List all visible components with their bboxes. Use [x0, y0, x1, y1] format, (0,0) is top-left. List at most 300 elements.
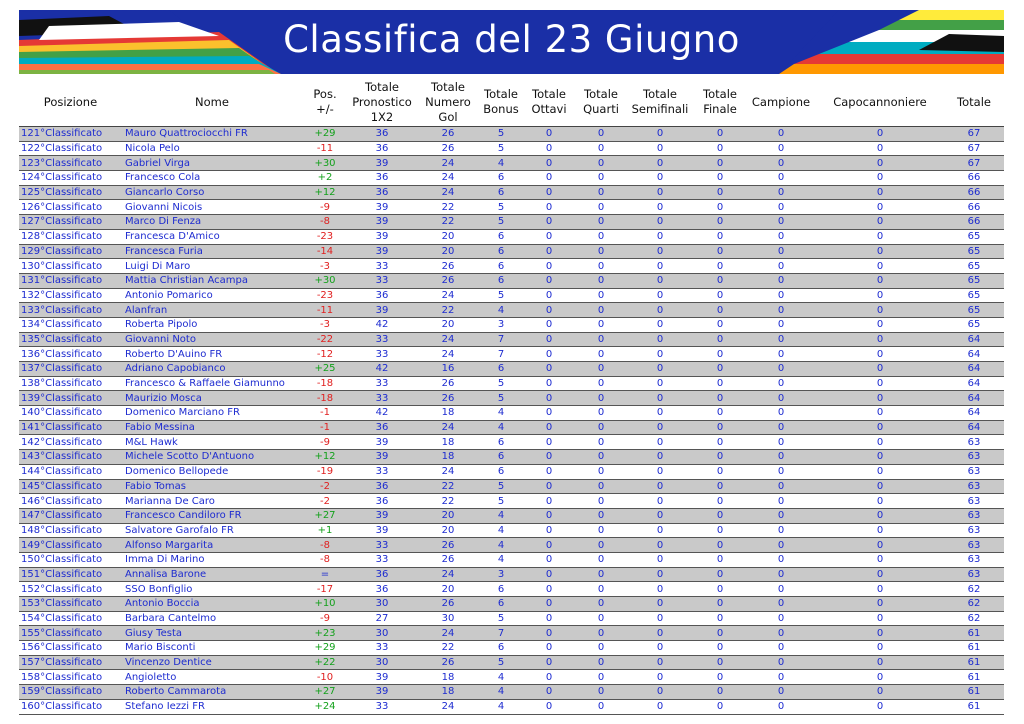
- delta-cell: -17: [302, 582, 348, 597]
- name-cell: Mattia Christian Acampa: [122, 273, 302, 288]
- position-cell: 122°Classificato: [19, 141, 122, 156]
- finale-cell: 0: [694, 508, 746, 523]
- finale-cell: 0: [694, 420, 746, 435]
- finale-cell: 0: [694, 171, 746, 186]
- totale-cell: 63: [944, 508, 1004, 523]
- campione-cell: 0: [746, 185, 816, 200]
- table-row: [19, 538, 1004, 553]
- table-row: [19, 406, 1004, 421]
- position-cell: 159°Classificato: [19, 685, 122, 700]
- ottavi-cell: 0: [522, 406, 576, 421]
- position-cell: 136°Classificato: [19, 347, 122, 362]
- quarti-cell: 0: [576, 362, 626, 377]
- name-cell: Luigi Di Maro: [122, 259, 302, 274]
- finale-cell: 0: [694, 626, 746, 641]
- ottavi-cell: 0: [522, 611, 576, 626]
- table-row: [19, 420, 1004, 435]
- bonus-cell: 4: [480, 303, 522, 318]
- delta-cell: -3: [302, 317, 348, 332]
- finale-cell: 0: [694, 685, 746, 700]
- pronostico-cell: 39: [348, 435, 416, 450]
- name-cell: SSO Bonfiglio: [122, 582, 302, 597]
- campione-cell: 0: [746, 244, 816, 259]
- quarti-cell: 0: [576, 288, 626, 303]
- totale-cell: 64: [944, 347, 1004, 362]
- pronostico-cell: 33: [348, 391, 416, 406]
- bonus-cell: 5: [480, 215, 522, 230]
- delta-cell: +22: [302, 655, 348, 670]
- finale-cell: 0: [694, 597, 746, 612]
- campione-cell: 0: [746, 420, 816, 435]
- totale-cell: 63: [944, 552, 1004, 567]
- delta-cell: -2: [302, 479, 348, 494]
- quarti-cell: 0: [576, 141, 626, 156]
- campione-cell: 0: [746, 171, 816, 186]
- capocannoniere-cell: 0: [816, 376, 944, 391]
- ottavi-cell: 0: [522, 273, 576, 288]
- table-row: [19, 670, 1004, 685]
- position-cell: 142°Classificato: [19, 435, 122, 450]
- ottavi-cell: 0: [522, 200, 576, 215]
- quarti-cell: 0: [576, 523, 626, 538]
- delta-cell: -9: [302, 200, 348, 215]
- bonus-cell: 4: [480, 406, 522, 421]
- delta-cell: -8: [302, 538, 348, 553]
- name-cell: Maurizio Mosca: [122, 391, 302, 406]
- col-header-bonus: Totale Bonus: [480, 78, 522, 127]
- pronostico-cell: 36: [348, 479, 416, 494]
- quarti-cell: 0: [576, 376, 626, 391]
- finale-cell: 0: [694, 391, 746, 406]
- gol-cell: 22: [416, 479, 480, 494]
- delta-cell: -8: [302, 215, 348, 230]
- campione-cell: 0: [746, 303, 816, 318]
- pronostico-cell: 33: [348, 347, 416, 362]
- totale-cell: 65: [944, 317, 1004, 332]
- delta-cell: +29: [302, 641, 348, 656]
- totale-cell: 64: [944, 391, 1004, 406]
- pronostico-cell: 33: [348, 699, 416, 714]
- capocannoniere-cell: 0: [816, 420, 944, 435]
- capocannoniere-cell: 0: [816, 362, 944, 377]
- ottavi-cell: 0: [522, 464, 576, 479]
- delta-cell: +12: [302, 185, 348, 200]
- finale-cell: 0: [694, 332, 746, 347]
- quarti-cell: 0: [576, 685, 626, 700]
- pronostico-cell: 33: [348, 538, 416, 553]
- totale-cell: 62: [944, 611, 1004, 626]
- pronostico-cell: 42: [348, 317, 416, 332]
- ottavi-cell: 0: [522, 670, 576, 685]
- finale-cell: 0: [694, 567, 746, 582]
- col-header-quarti: Totale Quarti: [576, 78, 626, 127]
- ottavi-cell: 0: [522, 185, 576, 200]
- finale-cell: 0: [694, 273, 746, 288]
- finale-cell: 0: [694, 127, 746, 142]
- semifinali-cell: 0: [626, 362, 694, 377]
- delta-cell: -9: [302, 435, 348, 450]
- ottavi-cell: 0: [522, 641, 576, 656]
- table-row: [19, 641, 1004, 656]
- finale-cell: 0: [694, 200, 746, 215]
- delta-cell: +27: [302, 508, 348, 523]
- position-cell: 137°Classificato: [19, 362, 122, 377]
- capocannoniere-cell: 0: [816, 317, 944, 332]
- finale-cell: 0: [694, 641, 746, 656]
- ottavi-cell: 0: [522, 582, 576, 597]
- finale-cell: 0: [694, 479, 746, 494]
- position-cell: 158°Classificato: [19, 670, 122, 685]
- position-cell: 160°Classificato: [19, 699, 122, 714]
- capocannoniere-cell: 0: [816, 508, 944, 523]
- gol-cell: 24: [416, 699, 480, 714]
- pronostico-cell: 39: [348, 244, 416, 259]
- quarti-cell: 0: [576, 391, 626, 406]
- capocannoniere-cell: 0: [816, 215, 944, 230]
- quarti-cell: 0: [576, 597, 626, 612]
- bonus-cell: 5: [480, 127, 522, 142]
- semifinali-cell: 0: [626, 435, 694, 450]
- totale-cell: 64: [944, 406, 1004, 421]
- totale-cell: 61: [944, 685, 1004, 700]
- name-cell: Adriano Capobianco: [122, 362, 302, 377]
- semifinali-cell: 0: [626, 332, 694, 347]
- capocannoniere-cell: 0: [816, 494, 944, 509]
- semifinali-cell: 0: [626, 479, 694, 494]
- semifinali-cell: 0: [626, 229, 694, 244]
- totale-cell: 67: [944, 156, 1004, 171]
- quarti-cell: 0: [576, 127, 626, 142]
- position-cell: 127°Classificato: [19, 215, 122, 230]
- bonus-cell: 6: [480, 362, 522, 377]
- quarti-cell: 0: [576, 273, 626, 288]
- semifinali-cell: 0: [626, 127, 694, 142]
- gol-cell: 24: [416, 288, 480, 303]
- ottavi-cell: 0: [522, 479, 576, 494]
- ottavi-cell: 0: [522, 303, 576, 318]
- totale-cell: 65: [944, 229, 1004, 244]
- campione-cell: 0: [746, 582, 816, 597]
- name-cell: Giusy Testa: [122, 626, 302, 641]
- name-cell: Salvatore Garofalo FR: [122, 523, 302, 538]
- finale-cell: 0: [694, 303, 746, 318]
- position-cell: 138°Classificato: [19, 376, 122, 391]
- finale-cell: 0: [694, 362, 746, 377]
- table-row: [19, 699, 1004, 714]
- col-header-totale: Totale: [944, 78, 1004, 127]
- delta-cell: -2: [302, 494, 348, 509]
- position-cell: 124°Classificato: [19, 171, 122, 186]
- semifinali-cell: 0: [626, 582, 694, 597]
- finale-cell: 0: [694, 435, 746, 450]
- delta-cell: -12: [302, 347, 348, 362]
- gol-cell: 22: [416, 494, 480, 509]
- bonus-cell: 4: [480, 523, 522, 538]
- standings-body: [19, 127, 1004, 715]
- gol-cell: 20: [416, 244, 480, 259]
- ottavi-cell: 0: [522, 538, 576, 553]
- position-cell: 149°Classificato: [19, 538, 122, 553]
- col-header-ottavi: Totale Ottavi: [522, 78, 576, 127]
- gol-cell: 22: [416, 200, 480, 215]
- position-cell: 130°Classificato: [19, 259, 122, 274]
- position-cell: 155°Classificato: [19, 626, 122, 641]
- finale-cell: 0: [694, 141, 746, 156]
- pronostico-cell: 39: [348, 523, 416, 538]
- gol-cell: 18: [416, 685, 480, 700]
- quarti-cell: 0: [576, 244, 626, 259]
- position-cell: 153°Classificato: [19, 597, 122, 612]
- ottavi-cell: 0: [522, 508, 576, 523]
- semifinali-cell: 0: [626, 655, 694, 670]
- ottavi-cell: 0: [522, 567, 576, 582]
- table-row: [19, 317, 1004, 332]
- page-title: Classifica del 23 Giugno: [283, 18, 740, 61]
- name-cell: Vincenzo Dentice: [122, 655, 302, 670]
- semifinali-cell: 0: [626, 494, 694, 509]
- pronostico-cell: 33: [348, 259, 416, 274]
- totale-cell: 62: [944, 597, 1004, 612]
- pronostico-cell: 39: [348, 156, 416, 171]
- totale-cell: 66: [944, 215, 1004, 230]
- gol-cell: 24: [416, 185, 480, 200]
- campione-cell: 0: [746, 288, 816, 303]
- semifinali-cell: 0: [626, 685, 694, 700]
- name-cell: Fabio Tomas: [122, 479, 302, 494]
- bonus-cell: 6: [480, 244, 522, 259]
- bonus-cell: 6: [480, 582, 522, 597]
- totale-cell: 65: [944, 288, 1004, 303]
- bonus-cell: 4: [480, 156, 522, 171]
- table-row: [19, 347, 1004, 362]
- quarti-cell: 0: [576, 171, 626, 186]
- bonus-cell: 7: [480, 332, 522, 347]
- finale-cell: 0: [694, 347, 746, 362]
- quarti-cell: 0: [576, 582, 626, 597]
- table-row: [19, 171, 1004, 186]
- bonus-cell: 5: [480, 479, 522, 494]
- delta-cell: +30: [302, 156, 348, 171]
- quarti-cell: 0: [576, 317, 626, 332]
- pronostico-cell: 36: [348, 185, 416, 200]
- pronostico-cell: 39: [348, 508, 416, 523]
- campione-cell: 0: [746, 538, 816, 553]
- pronostico-cell: 36: [348, 141, 416, 156]
- name-cell: Angioletto: [122, 670, 302, 685]
- delta-cell: -14: [302, 244, 348, 259]
- campione-cell: 0: [746, 464, 816, 479]
- campione-cell: 0: [746, 552, 816, 567]
- semifinali-cell: 0: [626, 376, 694, 391]
- campione-cell: 0: [746, 362, 816, 377]
- ottavi-cell: 0: [522, 244, 576, 259]
- delta-cell: +1: [302, 523, 348, 538]
- gol-cell: 26: [416, 552, 480, 567]
- quarti-cell: 0: [576, 494, 626, 509]
- gol-cell: 20: [416, 523, 480, 538]
- col-header-capocannoniere: Capocannoniere: [816, 78, 944, 127]
- semifinali-cell: 0: [626, 171, 694, 186]
- ottavi-cell: 0: [522, 523, 576, 538]
- totale-cell: 61: [944, 670, 1004, 685]
- ottavi-cell: 0: [522, 141, 576, 156]
- quarti-cell: 0: [576, 200, 626, 215]
- delta-cell: -18: [302, 376, 348, 391]
- delta-cell: -19: [302, 464, 348, 479]
- quarti-cell: 0: [576, 215, 626, 230]
- semifinali-cell: 0: [626, 597, 694, 612]
- gol-cell: 22: [416, 215, 480, 230]
- ottavi-cell: 0: [522, 685, 576, 700]
- capocannoniere-cell: 0: [816, 229, 944, 244]
- bonus-cell: 6: [480, 259, 522, 274]
- gol-cell: 20: [416, 317, 480, 332]
- table-row: [19, 215, 1004, 230]
- pronostico-cell: 30: [348, 626, 416, 641]
- campione-cell: 0: [746, 406, 816, 421]
- delta-cell: =: [302, 567, 348, 582]
- quarti-cell: 0: [576, 450, 626, 465]
- capocannoniere-cell: 0: [816, 288, 944, 303]
- delta-cell: -10: [302, 670, 348, 685]
- totale-cell: 65: [944, 259, 1004, 274]
- table-row: [19, 494, 1004, 509]
- name-cell: Gabriel Virga: [122, 156, 302, 171]
- bonus-cell: 6: [480, 464, 522, 479]
- ottavi-cell: 0: [522, 450, 576, 465]
- totale-cell: 64: [944, 420, 1004, 435]
- gol-cell: 26: [416, 376, 480, 391]
- delta-cell: -1: [302, 420, 348, 435]
- position-cell: 147°Classificato: [19, 508, 122, 523]
- bonus-cell: 5: [480, 288, 522, 303]
- delta-cell: -9: [302, 611, 348, 626]
- totale-cell: 62: [944, 582, 1004, 597]
- delta-cell: -22: [302, 332, 348, 347]
- gol-cell: 30: [416, 611, 480, 626]
- gol-cell: 26: [416, 127, 480, 142]
- quarti-cell: 0: [576, 552, 626, 567]
- bonus-cell: 5: [480, 391, 522, 406]
- position-cell: 135°Classificato: [19, 332, 122, 347]
- semifinali-cell: 0: [626, 244, 694, 259]
- pronostico-cell: 39: [348, 215, 416, 230]
- campione-cell: 0: [746, 317, 816, 332]
- campione-cell: 0: [746, 435, 816, 450]
- name-cell: M&L Hawk: [122, 435, 302, 450]
- bonus-cell: 3: [480, 567, 522, 582]
- quarti-cell: 0: [576, 626, 626, 641]
- ottavi-cell: 0: [522, 420, 576, 435]
- quarti-cell: 0: [576, 567, 626, 582]
- ottavi-cell: 0: [522, 391, 576, 406]
- quarti-cell: 0: [576, 641, 626, 656]
- capocannoniere-cell: 0: [816, 435, 944, 450]
- quarti-cell: 0: [576, 464, 626, 479]
- col-header-pos-delta: Pos. +/-: [302, 78, 348, 127]
- bonus-cell: 5: [480, 655, 522, 670]
- finale-cell: 0: [694, 244, 746, 259]
- capocannoniere-cell: 0: [816, 156, 944, 171]
- bonus-cell: 4: [480, 670, 522, 685]
- capocannoniere-cell: 0: [816, 655, 944, 670]
- quarti-cell: 0: [576, 406, 626, 421]
- delta-cell: +12: [302, 450, 348, 465]
- gol-cell: 26: [416, 597, 480, 612]
- totale-cell: 66: [944, 171, 1004, 186]
- capocannoniere-cell: 0: [816, 303, 944, 318]
- capocannoniere-cell: 0: [816, 611, 944, 626]
- position-cell: 151°Classificato: [19, 567, 122, 582]
- table-row: [19, 156, 1004, 171]
- delta-cell: +27: [302, 685, 348, 700]
- finale-cell: 0: [694, 464, 746, 479]
- position-cell: 125°Classificato: [19, 185, 122, 200]
- finale-cell: 0: [694, 229, 746, 244]
- pronostico-cell: 36: [348, 494, 416, 509]
- campione-cell: 0: [746, 523, 816, 538]
- semifinali-cell: 0: [626, 626, 694, 641]
- position-cell: 131°Classificato: [19, 273, 122, 288]
- name-cell: Francesca D'Amico: [122, 229, 302, 244]
- pronostico-cell: 39: [348, 685, 416, 700]
- pronostico-cell: 36: [348, 171, 416, 186]
- bonus-cell: 4: [480, 538, 522, 553]
- bonus-cell: 5: [480, 494, 522, 509]
- position-cell: 129°Classificato: [19, 244, 122, 259]
- position-cell: 150°Classificato: [19, 552, 122, 567]
- totale-cell: 63: [944, 479, 1004, 494]
- name-cell: Francesca Furia: [122, 244, 302, 259]
- quarti-cell: 0: [576, 611, 626, 626]
- bonus-cell: 5: [480, 611, 522, 626]
- capocannoniere-cell: 0: [816, 347, 944, 362]
- campione-cell: 0: [746, 156, 816, 171]
- quarti-cell: 0: [576, 420, 626, 435]
- pronostico-cell: 36: [348, 567, 416, 582]
- capocannoniere-cell: 0: [816, 685, 944, 700]
- campione-cell: 0: [746, 332, 816, 347]
- position-cell: 146°Classificato: [19, 494, 122, 509]
- capocannoniere-cell: 0: [816, 464, 944, 479]
- campione-cell: 0: [746, 641, 816, 656]
- quarti-cell: 0: [576, 435, 626, 450]
- name-cell: Antonio Boccia: [122, 597, 302, 612]
- totale-cell: 65: [944, 303, 1004, 318]
- semifinali-cell: 0: [626, 391, 694, 406]
- position-cell: 128°Classificato: [19, 229, 122, 244]
- table-row: [19, 597, 1004, 612]
- name-cell: Annalisa Barone: [122, 567, 302, 582]
- capocannoniere-cell: 0: [816, 670, 944, 685]
- gol-cell: 20: [416, 508, 480, 523]
- name-cell: Antonio Pomarico: [122, 288, 302, 303]
- col-header-semifinali: Totale Semifinali: [626, 78, 694, 127]
- totale-cell: 63: [944, 450, 1004, 465]
- pronostico-cell: 30: [348, 655, 416, 670]
- ottavi-cell: 0: [522, 435, 576, 450]
- delta-cell: +23: [302, 626, 348, 641]
- quarti-cell: 0: [576, 699, 626, 714]
- semifinali-cell: 0: [626, 641, 694, 656]
- campione-cell: 0: [746, 626, 816, 641]
- bonus-cell: 4: [480, 552, 522, 567]
- semifinali-cell: 0: [626, 420, 694, 435]
- quarti-cell: 0: [576, 670, 626, 685]
- pronostico-cell: 33: [348, 552, 416, 567]
- table-row: [19, 508, 1004, 523]
- position-cell: 141°Classificato: [19, 420, 122, 435]
